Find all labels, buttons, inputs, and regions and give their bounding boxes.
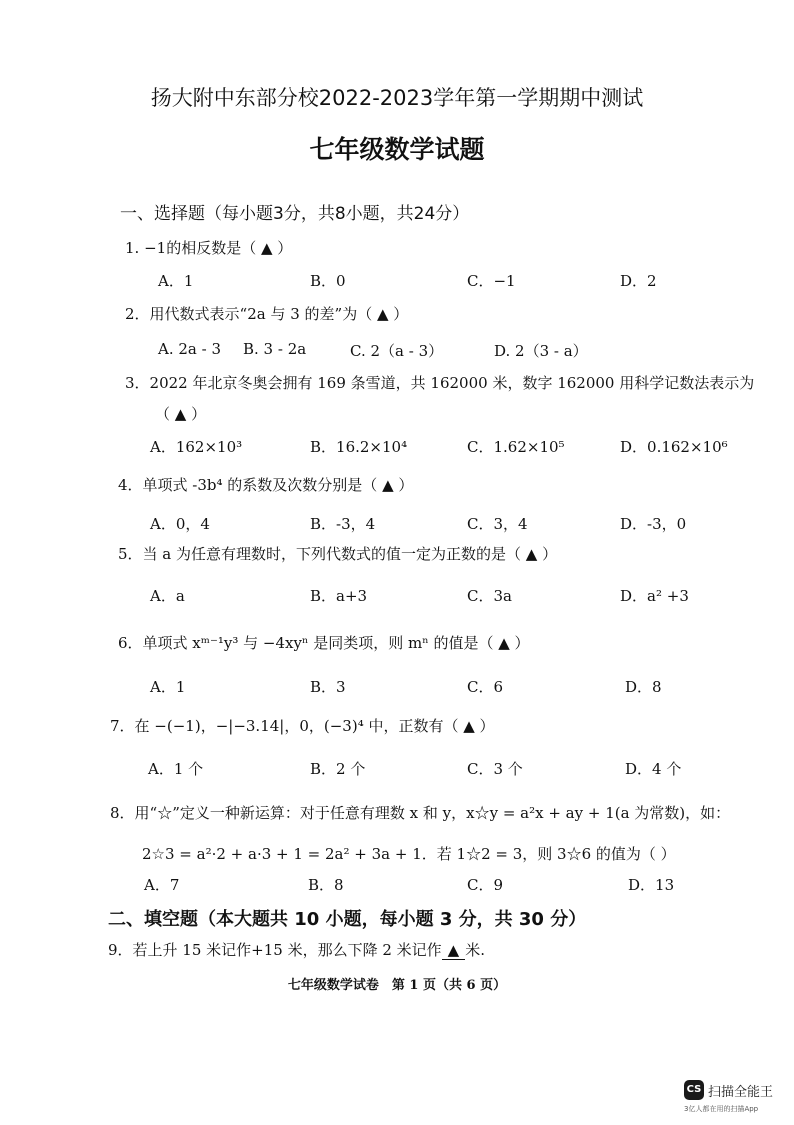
q1-option-c: C．−1 xyxy=(467,272,516,290)
question-7-stem: 7．在 −(−1)，−|−3.14|，0，(−3)⁴ 中，正数有（ ▲ ） xyxy=(110,717,495,735)
q4-option-c: C．3，4 xyxy=(467,515,528,533)
question-1-stem: 1. −1的相反数是（ ▲ ） xyxy=(125,239,293,257)
q7-option-d: D．4 个 xyxy=(625,760,682,778)
question-5-stem: 5．当 a 为任意有理数时，下列代数式的值一定为正数的是（ ▲ ） xyxy=(118,545,558,563)
q8-option-b: B．8 xyxy=(308,876,344,894)
q3-option-b: B．16.2×10⁴ xyxy=(310,438,408,456)
q5-option-a: A．a xyxy=(150,587,185,605)
section-choice-heading: 一、选择题（每小题3分，共8小题，共24分） xyxy=(120,204,470,224)
q3-option-d: D．0.162×10⁶ xyxy=(620,438,728,456)
question-9-unit: 米. xyxy=(465,941,485,959)
school-header: 扬大附中东部分校2022-2023学年第一学期期中测试 xyxy=(150,86,644,110)
question-9-blank: ▲ xyxy=(442,941,466,960)
q5-option-d: D．a² +3 xyxy=(620,587,689,605)
question-4-stem: 4．单项式 -3b⁴ 的系数及次数分别是（ ▲ ） xyxy=(118,476,414,494)
q6-option-b: B．3 xyxy=(310,678,346,696)
section-fill-heading: 二、填空题（本大题共 10 小题，每小题 3 分，共 30 分） xyxy=(108,909,587,930)
exam-title: 七年级数学试题 xyxy=(309,135,485,164)
q5-option-c: C．3a xyxy=(467,587,512,605)
question-8-stem: 8．用“☆”定义一种新运算：对于任意有理数 x 和 y，x☆y = a²x + ay + 1(a 为常数)，如： xyxy=(110,804,731,822)
question-2-stem: 2．用代数式表示“2a 与 3 的差”为（ ▲ ） xyxy=(125,305,409,323)
q8-option-c: C．9 xyxy=(467,876,504,894)
q8-option-a: A．7 xyxy=(144,876,180,894)
question-6-stem: 6．单项式 xᵐ⁻¹y³ 与 −4xyⁿ 是同类项，则 mⁿ 的值是（ ▲ ） xyxy=(118,634,530,652)
q3-option-c: C．1.62×10⁵ xyxy=(467,438,565,456)
q3-option-a: A．162×10³ xyxy=(150,438,243,456)
scanner-watermark xyxy=(684,1080,786,1114)
q1-option-d: D．2 xyxy=(620,272,657,290)
camscanner-logo-icon: CS xyxy=(684,1080,704,1100)
q2-option-c: C. 2（a - 3） xyxy=(350,342,444,360)
q6-option-a: A．1 xyxy=(150,678,186,696)
q6-option-c: C．6 xyxy=(467,678,504,696)
q7-option-c: C．3 个 xyxy=(467,760,523,778)
q7-option-b: B．2 个 xyxy=(310,760,366,778)
q8-option-d: D．13 xyxy=(628,876,675,894)
q5-option-b: B．a+3 xyxy=(310,587,368,605)
question-8-stem-line2: 2☆3 = a²·2 + a·3 + 1 = 2a² + 3a + 1．若 1☆2 = 3，则 3☆6 的值为（ ） xyxy=(142,845,676,863)
q4-option-b: B．-3，4 xyxy=(310,515,376,533)
scanner-app-name: 扫描全能王 xyxy=(708,1085,774,1100)
page-footer: 七年级数学试卷 第 1 页（共 6 页） xyxy=(287,978,507,993)
q2-option-b: B. 3 - 2a xyxy=(243,340,307,358)
question-3-answer-bracket: （ ▲ ） xyxy=(155,405,207,423)
question-3-stem: 3．2022 年北京冬奥会拥有 169 条雪道，共 162000 米，数字 162000 用科学记数法表示为 xyxy=(125,374,755,392)
q1-option-b: B．0 xyxy=(310,272,346,290)
question-9-stem: 9．若上升 15 米记作+15 米，那么下降 2 米记作 xyxy=(108,941,442,959)
q4-option-a: A．0，4 xyxy=(150,515,210,533)
q1-option-a: A．1 xyxy=(158,272,194,290)
q7-option-a: A．1 个 xyxy=(148,760,204,778)
question-9 xyxy=(108,939,485,960)
q6-option-d: D．8 xyxy=(625,678,662,696)
scanner-tagline: 3亿人都在用的扫描App xyxy=(684,1105,759,1113)
q2-option-d: D. 2（3 - a） xyxy=(494,342,588,360)
q4-option-d: D．-3，0 xyxy=(620,515,687,533)
q2-option-a: A. 2a - 3 xyxy=(158,340,222,358)
